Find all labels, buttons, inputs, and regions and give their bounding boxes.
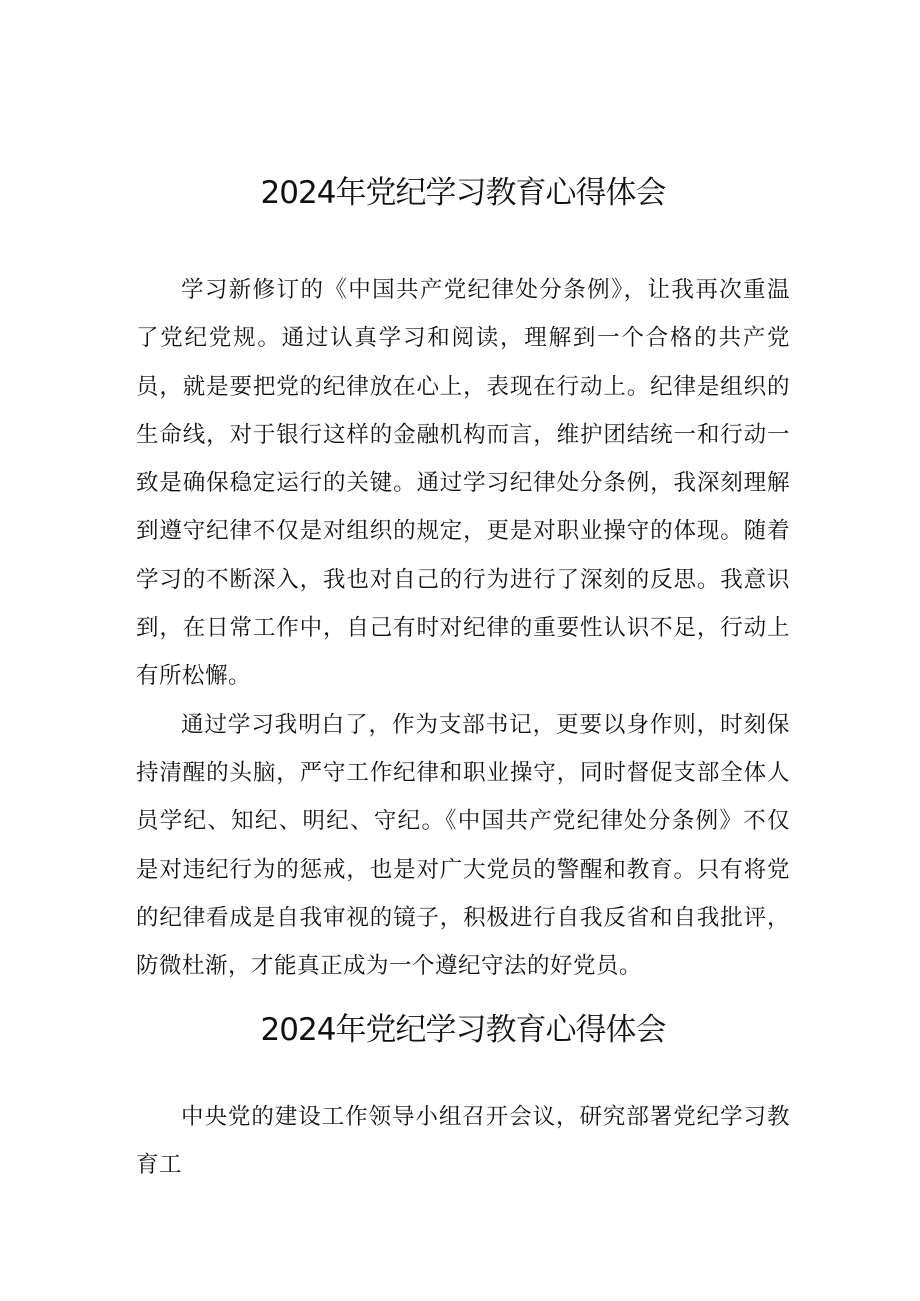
essay-title: 2024年党纪学习教育心得体会 xyxy=(260,175,666,211)
essay-title: 2024年党纪学习教育心得体会 xyxy=(260,1012,666,1048)
essay-paragraph: 学习新修订的《中国共产党纪律处分条例》，让我再次重温了党纪党规。通过认真学习和阅读，理解到一个合格的共产党员，就是要把党的纪律放在心上，表现在行动上。纪律是组织的生命线，对于银行这样的金融机构而言，维护团结统一和行动一致是确保稳定运行的关键。通过学习纪律处分条例，我深刻理解到遵守纪律不仅是对组织的规定，更是对职业操守的体现。随着学习的不断深入，我也对自己的行为进行了深刻的反思。我意识到，在日常工作中，自己有时对纪律的重要性认识不足，行动上有所松懈。 xyxy=(136,277,790,690)
essay-paragraph: 通过学习我明白了，作为支部书记，更要以身作则，时刻保持清醒的头脑，严守工作纪律和职业操守，同时督促支部全体人员学纪、知纪、明纪、守纪。《中国共产党纪律处分条例》不仅是对违纪行为的惩戒，也是对广大党员的警醒和教育。只有将党的纪律看成是自我审视的镜子，积极进行自我反省和自我批评，防微杜渐，才能真正成为一个遵纪守法的好党员。 xyxy=(136,711,790,980)
essay-section-2 xyxy=(136,1005,790,1190)
essay-section-1 xyxy=(136,168,790,990)
essay-paragraph: 中央党的建设工作领导小组召开会议，研究部署党纪学习教育工 xyxy=(136,1104,790,1179)
